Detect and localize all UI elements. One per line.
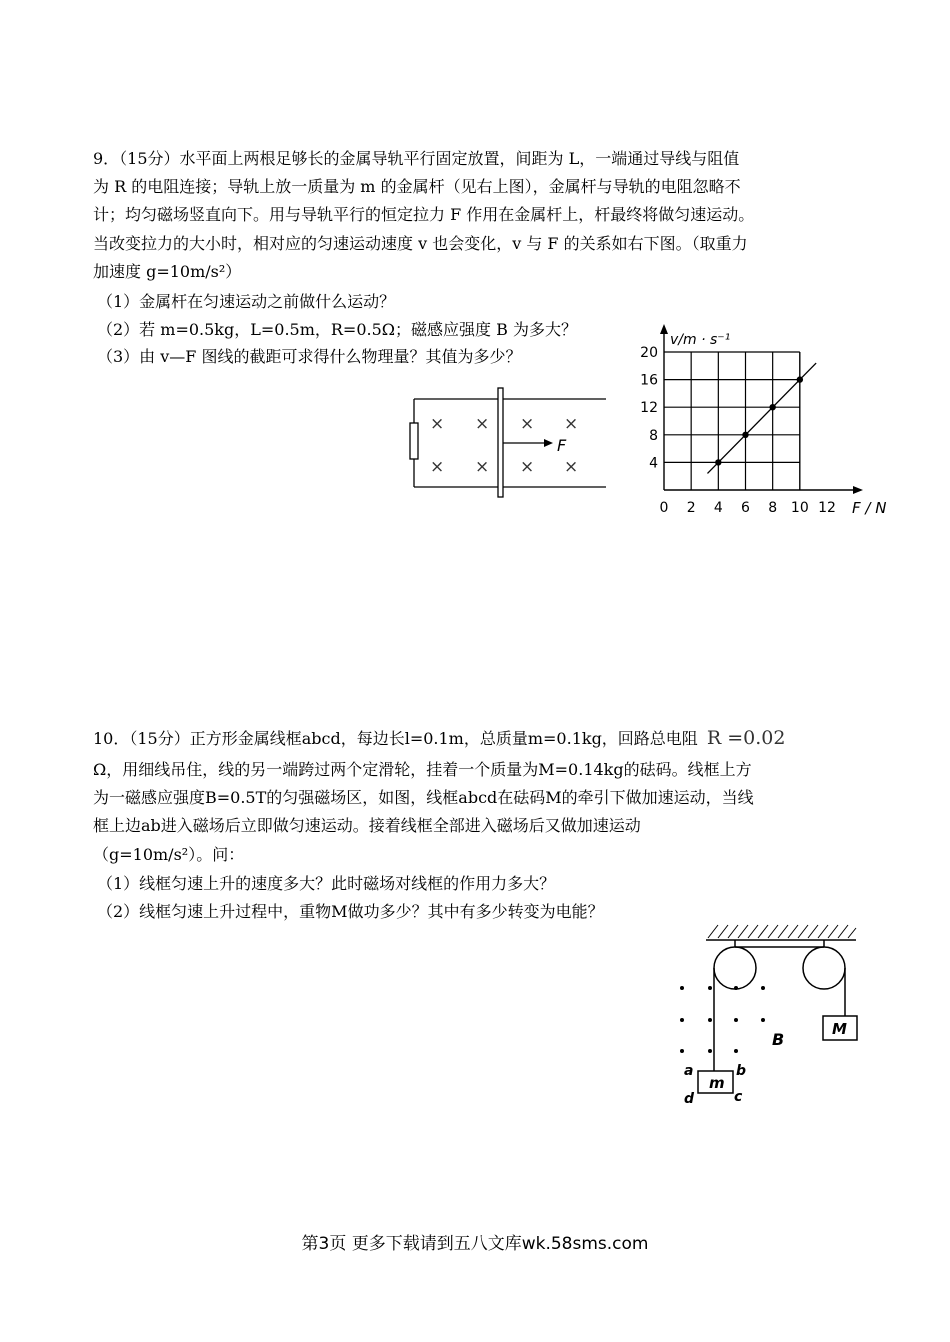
force-arrow-head	[544, 439, 553, 447]
x-axis-label: F / N	[852, 499, 887, 517]
rail-diagram	[408, 385, 613, 500]
corner-b-label: b	[736, 1063, 747, 1079]
field-cross: ×	[430, 457, 445, 477]
x-axis-arrow	[853, 486, 863, 494]
q9-line-1: 9．（15分）水平面上两根足够长的金属导轨平行固定放置，间距为 L，一端通过导线与阻值	[93, 149, 740, 168]
pulley-diagram	[668, 920, 868, 1110]
x-tick-label: 12	[818, 500, 836, 516]
q10-line-4: 框上边ab进入磁场后立即做匀速运动。接着线框全部进入磁场后又做加速运动	[93, 816, 641, 835]
q9-sub-2: （2）若 m=0.5kg，L=0.5m，R=0.5Ω；磁感应强度 B 为多大？	[97, 320, 577, 339]
v-f-chart	[630, 322, 910, 527]
data-point	[797, 376, 803, 382]
q10-line-5: （g=10m/s²）。问：	[93, 845, 245, 864]
mass-m-label: m	[709, 1074, 725, 1092]
y-tick-label: 12	[640, 400, 658, 417]
corner-d-label: d	[684, 1091, 695, 1107]
x-tick-label: 0	[659, 500, 669, 516]
field-cross: ×	[564, 457, 579, 477]
x-tick-label: 6	[741, 500, 750, 516]
resistance-formula: R =0.02	[706, 727, 786, 749]
y-axis-label: v/m · s⁻¹	[670, 332, 731, 348]
q9-sub-1: （1）金属杆在匀速运动之前做什么运动？	[97, 292, 396, 311]
resistor	[410, 423, 418, 459]
force-label: F	[557, 436, 567, 455]
x-tick-label: 10	[790, 500, 809, 516]
data-point	[769, 404, 775, 410]
field-cross: ×	[475, 414, 490, 434]
corner-a-label: a	[684, 1063, 694, 1079]
data-point	[742, 432, 748, 438]
q10-line-2: Ω，用细线吊住，线的另一端跨过两个定滑轮，挂着一个质量为M=0.14kg的砝码。线框上方	[93, 760, 752, 779]
y-tick-label: 16	[640, 372, 658, 389]
q9-line-4: 当改变拉力的大小时，相对应的匀速运动速度 v 也会变化，v 与 F 的关系如右下图。（取重力	[93, 234, 748, 253]
page-footer: 第3页 更多下载请到五八文库wk.58sms.com	[301, 1234, 649, 1254]
field-cross: ×	[520, 457, 535, 477]
left-pulley	[714, 947, 756, 989]
y-axis-arrow	[660, 324, 668, 334]
y-tick-label: 8	[649, 427, 658, 444]
field-cross: ×	[520, 414, 535, 434]
field-cross: ×	[430, 414, 445, 434]
data-point	[715, 459, 721, 465]
field-cross: ×	[475, 457, 490, 477]
x-tick-label: 2	[686, 500, 696, 516]
q9-line-2: 为 R 的电阻连接；导轨上放一质量为 m 的金属杆（见右上图），金属杆与导轨的电阻忽略不	[93, 177, 741, 196]
right-pulley	[803, 947, 845, 989]
q10-line-1-text: 10．（15分）正方形金属线框abcd，每边长l=0.1m，总质量m=0.1kg，回路总电阻	[93, 729, 698, 748]
q10-line-3: 为一磁感应强度B=0.5T的匀强磁场区，如图，线框abcd在砝码M的牵引下做加速运动，当线	[93, 788, 754, 807]
q10-sub-2: （2）线框匀速上升过程中，重物M做功多少？其中有多少转变为电能？	[97, 902, 604, 921]
metal-rod	[498, 388, 503, 497]
field-cross: ×	[564, 414, 579, 434]
mass-M-label: M	[832, 1020, 847, 1038]
x-tick-label: 4	[713, 500, 723, 516]
y-tick-label: 20	[640, 345, 658, 361]
q9-sub-3: （3）由 v—F 图线的截距可求得什么物理量？其值为多少？	[97, 347, 522, 366]
field-dots	[680, 986, 765, 1053]
q10-sub-1: （1）线框匀速上升的速度多大？此时磁场对线框的作用力多大？	[97, 874, 556, 893]
q10-line-1	[93, 727, 785, 750]
corner-c-label: c	[734, 1089, 743, 1105]
q9-line-5: 加速度 g=10m/s²）	[93, 262, 242, 281]
q9-line-3: 计；均匀磁场竖直向下。用与导轨平行的恒定拉力 F 作用在金属杆上，杆最终将做匀速运动。	[93, 205, 755, 224]
field-B-label: B	[772, 1030, 785, 1049]
x-tick-label: 8	[768, 500, 778, 516]
y-tick-label: 4	[649, 455, 658, 472]
